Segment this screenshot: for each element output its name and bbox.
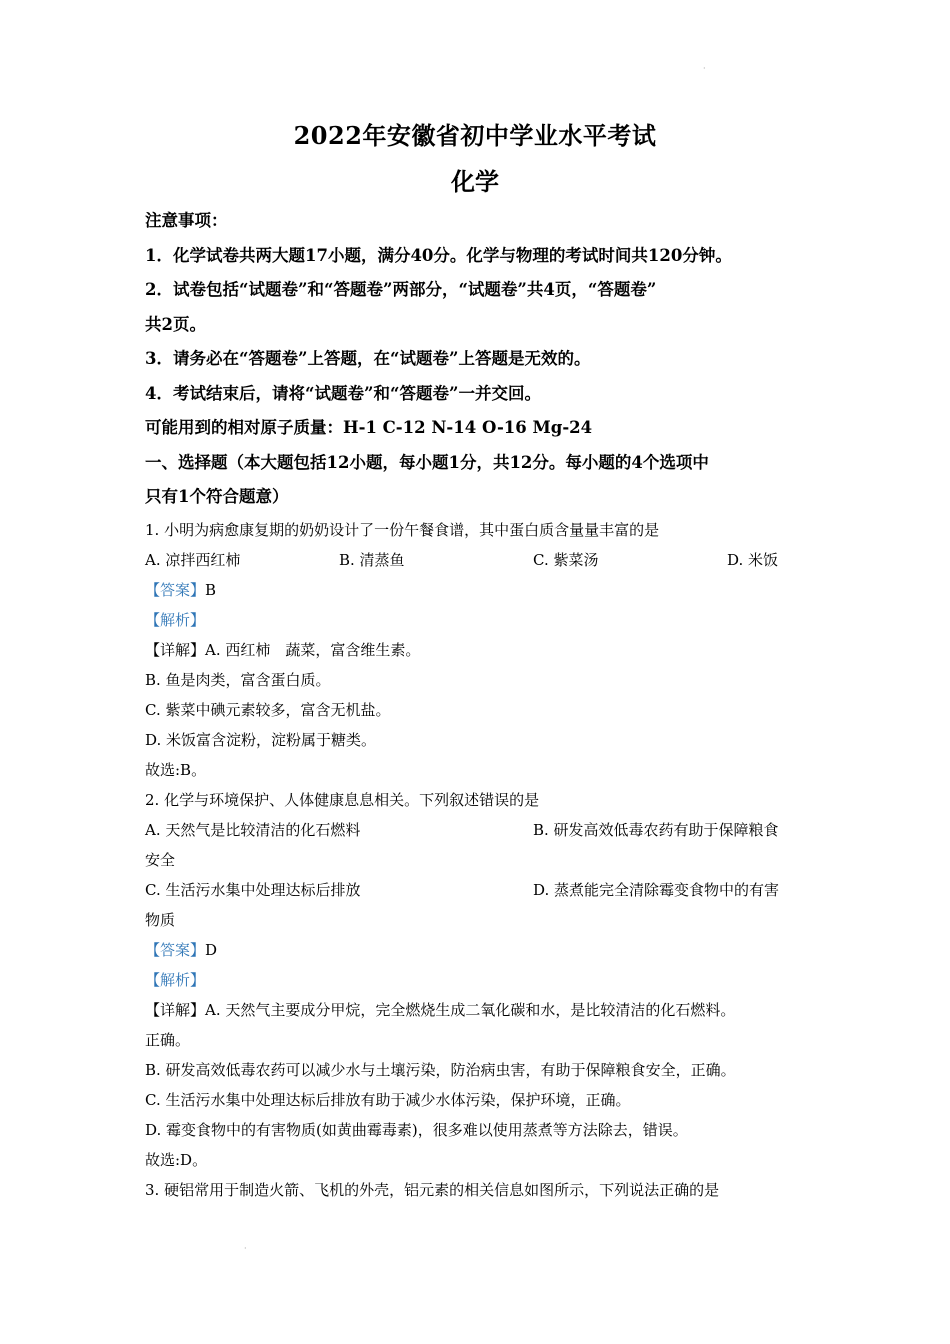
- answer-line: [145, 935, 820, 965]
- answer-tag: 【答案】: [145, 940, 206, 959]
- subject-title: 化学: [451, 167, 499, 196]
- question-options: [145, 875, 820, 905]
- detail-line: D. 霉变食物中的有害物质(如黄曲霉毒素)，很多难以使用蒸煮等方法除去，错误。: [145, 1120, 688, 1139]
- answer-value: D: [205, 940, 218, 959]
- option-b: B. 研发高效低毒农药有助于保障粮食: [533, 820, 779, 839]
- notice-item: 共2页。: [145, 314, 206, 334]
- option-d: D. 米饭: [727, 550, 779, 569]
- option-continuation: 安全: [145, 850, 176, 869]
- option-a: A. 天然气是比较清洁的化石燃料: [145, 820, 361, 839]
- exam-title: 2022年安徽省初中学业水平考试: [293, 121, 657, 150]
- option-d: D. 蒸煮能完全清除霉变食物中的有害: [533, 880, 780, 899]
- answer-tag: 【答案】: [145, 580, 206, 599]
- option-c: C. 紫菜汤: [533, 550, 599, 569]
- question-options: [145, 815, 820, 845]
- notice-item: 4．考试结束后，请将“试题卷”和“答题卷”一并交回。: [145, 383, 541, 403]
- analysis-tag: 【解析】: [145, 970, 206, 989]
- option-b: B. 清蒸鱼: [339, 550, 405, 569]
- scan-dot: ·: [703, 64, 706, 73]
- notice-item: 1．化学试卷共两大题17小题，满分40分。化学与物理的考试时间共120分钟。: [145, 245, 732, 265]
- question-stem: 2. 化学与环境保护、人体健康息息相关。下列叙述错误的是: [145, 790, 540, 809]
- detail-line: D. 米饭富含淀粉，淀粉属于糖类。: [145, 730, 377, 749]
- detail-line: 故选:D。: [145, 1150, 208, 1169]
- detail-line: 【详解】A. 天然气主要成分甲烷，完全燃烧生成二氧化碳和水，是比较清洁的化石燃料。: [145, 1000, 736, 1019]
- question-options: [145, 545, 820, 575]
- notice-item: 2．试卷包括“试题卷”和“答题卷”两部分，“试题卷”共4页，“答题卷”: [145, 280, 657, 299]
- option-a: A. 凉拌西红柿: [145, 550, 241, 569]
- answer-value: B: [205, 580, 217, 599]
- document-body: [145, 204, 820, 1205]
- notice-item: 3．请务必在“答题卷”上答题，在“试题卷”上答题是无效的。: [145, 349, 591, 368]
- option-continuation: 物质: [145, 910, 176, 929]
- option-c: C. 生活污水集中处理达标后排放: [145, 880, 361, 899]
- detail-line: B. 鱼是肉类，富含蛋白质。: [145, 670, 331, 689]
- question-stem: 3. 硬铝常用于制造火箭、飞机的外壳，铝元素的相关信息如图所示，下列说法正确的是: [145, 1180, 720, 1199]
- detail-line: C. 紫菜中碘元素较多，富含无机盐。: [145, 700, 391, 719]
- notice-heading: 注意事项：: [145, 211, 228, 230]
- detail-line: B. 研发高效低毒农药可以减少水与土壤污染，防治病虫害，有助于保障粮食安全，正确。: [145, 1060, 736, 1079]
- question-stem: 1. 小明为病愈康复期的奶奶设计了一份午餐食谱，其中蛋白质含量量丰富的是: [145, 520, 660, 539]
- scan-dot: ·: [244, 1244, 247, 1253]
- detail-line: 【详解】A. 西红柿 蔬菜，富含维生素。: [145, 640, 421, 659]
- section-heading: 只有1个符合题意）: [145, 487, 289, 506]
- detail-line: C. 生活污水集中处理达标后排放有助于减少水体污染，保护环境，正确。: [145, 1090, 631, 1109]
- atomic-mass-line: 可能用到的相对原子质量：H-1 C-12 N-14 O-16 Mg-24: [145, 418, 593, 437]
- analysis-tag: 【解析】: [145, 610, 206, 629]
- detail-line: 正确。: [145, 1030, 191, 1049]
- section-heading: 一、选择题（本大题包括12小题，每小题1分，共12分。每小题的4个选项中: [145, 452, 709, 472]
- detail-line: 故选:B。: [145, 760, 207, 779]
- answer-line: [145, 575, 820, 605]
